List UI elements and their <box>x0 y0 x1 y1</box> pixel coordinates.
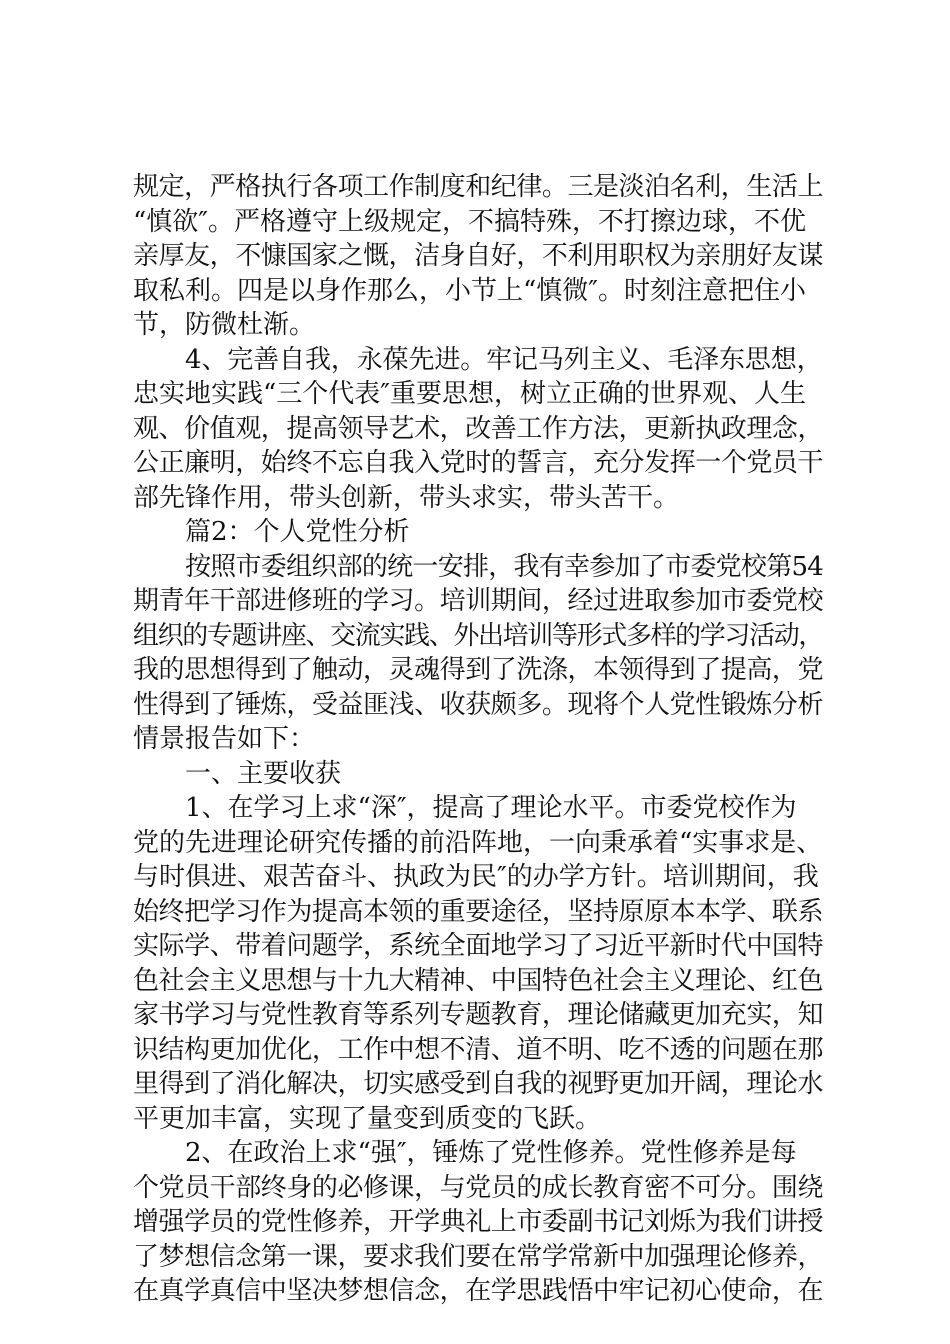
document-body <box>133 170 823 1309</box>
text-line: “慎欲″。严格遵守上级规定，不搞特殊，不打擦边球，不优 <box>133 206 807 237</box>
text-line: 部先锋作用，带头创新，带头求实，带头苦干。 <box>133 482 680 513</box>
text-line: 1、在学习上求“深″，提高了理论水平。市委党校作为 <box>185 793 797 823</box>
text-line: 节，防微杜渐。 <box>133 310 316 340</box>
text-line: 公正廉明，始终不忘自我入党时的誓言，充分发挥一个党员干 <box>133 448 824 478</box>
text-line: 家书学习与党性教育等系列专题教育，理论储藏更加充实，知 <box>133 1000 824 1030</box>
text-line: 平更加丰富，实现了量变到质变的飞跃。 <box>133 1103 602 1134</box>
text-line: 在真学真信中坚决梦想信念，在学思践悟中牢记初心使命，在 <box>133 1276 824 1306</box>
text-line: 与时俱进、艰苦奋斗、执政为民″的办学方针。培训期间，我 <box>133 862 819 892</box>
text-line: 增强学员的党性修养，开学典礼上市委副书记刘烁为我们讲授 <box>133 1207 824 1237</box>
text-line: 忠实地实践“三个代表″重要思想，树立正确的世界观、人生 <box>133 379 807 409</box>
text-line: 情景报告如下： <box>133 724 316 754</box>
text-line: 始终把学习作为提高本领的重要途径，坚持原原本本学、联系 <box>133 896 824 927</box>
text-line: 4、完善自我，永葆先进。牢记马列主义、毛泽东思想， <box>185 344 823 375</box>
text-line: 期青年干部进修班的学习。培训期间，经过进取参加市委党校 <box>133 586 824 616</box>
text-line: 取私利。四是以身作那么，小节上“慎微″。时刻注意把住小 <box>133 275 807 306</box>
text-line: 个党员干部终身的必修课，与党员的成长教育密不可分。围绕 <box>133 1172 824 1203</box>
text-line: 我的思想得到了触动，灵魂得到了洗涤，本领得到了提高，党 <box>133 655 824 685</box>
text-line: 亲厚友，不慷国家之慨，洁身自好，不利用职权为亲朋好友谋 <box>133 241 824 271</box>
text-line: 按照市委组织部的统一安排，我有幸参加了市委党校第54 <box>185 551 824 582</box>
text-line: 2、在政治上求“强″，锤炼了党性修养。党性修养是每 <box>185 1138 797 1168</box>
text-line: 识结构更加优化，工作中想不清、道不明、吃不透的问题在那 <box>133 1034 824 1065</box>
text-line: 观、价值观，提高领导艺术，改善工作方法，更新执政理念， <box>133 413 824 444</box>
text-line: 里得到了消化解决，切实感受到自我的视野更加开阔，理论水 <box>133 1069 824 1099</box>
text-line: 性得到了锤炼，受益匪浅、收获颇多。现将个人党性锻炼分析 <box>133 689 824 720</box>
text-line: 篇2：个人党性分析 <box>185 517 410 547</box>
text-line: 组织的专题讲座、交流实践、外出培训等形式多样的学习活动， <box>133 620 824 651</box>
text-line: 色社会主义思想与十九大精神、中国特色社会主义理论、红色 <box>133 965 824 996</box>
text-line: 实际学、带着问题学，系统全面地学习了习近平新时代中国特 <box>133 931 824 961</box>
text-line: 了梦想信念第一课，要求我们要在常学常新中加强理论修养， <box>133 1241 824 1272</box>
text-line: 规定，严格执行各项工作制度和纪律。三是淡泊名利，生活上 <box>133 172 824 202</box>
text-line: 党的先进理论研究传播的前沿阵地，一向秉承着“实事求是、 <box>133 827 823 858</box>
text-line: 一、主要收获 <box>185 758 342 789</box>
